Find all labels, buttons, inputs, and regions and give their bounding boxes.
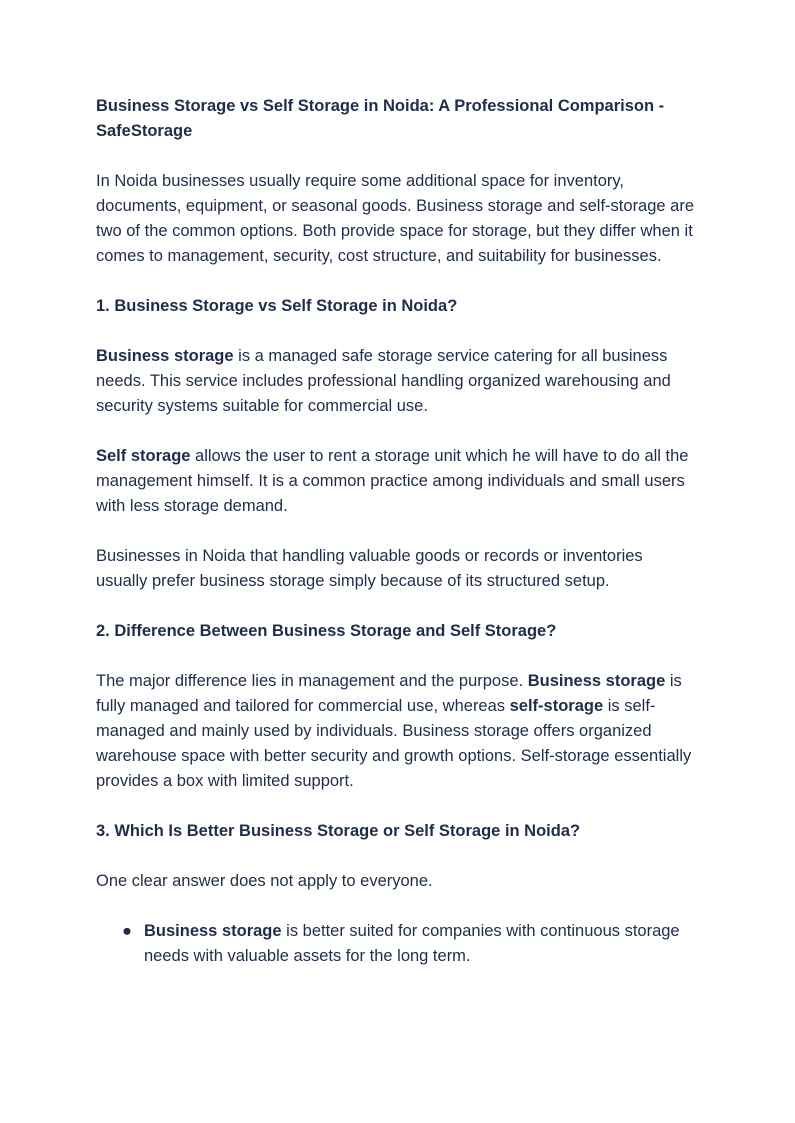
- bold-term: Business storage: [144, 922, 282, 940]
- bold-term: self-storage: [509, 697, 604, 715]
- bullet-item: [96, 919, 696, 969]
- section-3-heading: 3. Which Is Better Business Storage or Self Storage in Noida?: [96, 822, 581, 840]
- section-1-paragraph-1: [96, 344, 696, 419]
- bold-term: Business storage: [96, 347, 234, 365]
- spacer: [96, 319, 696, 344]
- spacer: [96, 519, 696, 544]
- spacer: [96, 844, 696, 869]
- document-title: Business Storage vs Self Storage in Noida: A Professional Comparison - SafeStorage: [96, 97, 665, 140]
- paragraph-text: is fully managed and tailored for commercial use, whereas: [96, 672, 682, 715]
- paragraph-text: allows the user to rent a storage unit which he will have to do all the management himself. It is a common practice among individuals and small users with less storage demand.: [96, 447, 689, 515]
- section-1-paragraph-3: Businesses in Noida that handling valuable goods or records or inventories usually prefer business storage simply because of its structured setup.: [96, 547, 643, 590]
- spacer: [96, 894, 696, 919]
- section-2-heading: 2. Difference Between Business Storage and Self Storage?: [96, 622, 557, 640]
- spacer: [96, 594, 696, 619]
- section-2-paragraph: [96, 669, 696, 794]
- spacer: [96, 419, 696, 444]
- section-1-heading: 1. Business Storage vs Self Storage in Noida?: [96, 297, 458, 315]
- spacer: [96, 644, 696, 669]
- intro-paragraph: In Noida businesses usually require some additional space for inventory, documents, equipment, or seasonal goods. Business storage and self-storage are two of the common options. Both provide space for storage, but they differ when it comes to management, security, cost structure, and suitability for businesses.: [96, 172, 695, 265]
- section-1-paragraph-2: [96, 444, 696, 519]
- bullet-list: [96, 919, 696, 969]
- spacer: [96, 144, 696, 169]
- document-page: [96, 94, 696, 969]
- bold-term: Self storage: [96, 447, 191, 465]
- bullet-icon: ●: [122, 922, 132, 940]
- section-3-paragraph-1: One clear answer does not apply to everyone.: [96, 872, 433, 890]
- bold-term: Business storage: [527, 672, 666, 690]
- spacer: [96, 269, 696, 294]
- paragraph-text: The major difference lies in management and the purpose.: [96, 672, 528, 690]
- bullet-text: is better suited for companies with continuous storage needs with valuable assets for the long term.: [144, 922, 680, 965]
- paragraph-text: is self-managed and mainly used by individuals. Business storage offers organized warehouse space with better security and growth options. Self-storage essentially provides a box with limited support.: [96, 697, 692, 790]
- paragraph-text: is a managed safe storage service catering for all business needs. This service includes professional handling organized warehousing and security systems suitable for commercial use.: [96, 347, 671, 415]
- spacer: [96, 794, 696, 819]
